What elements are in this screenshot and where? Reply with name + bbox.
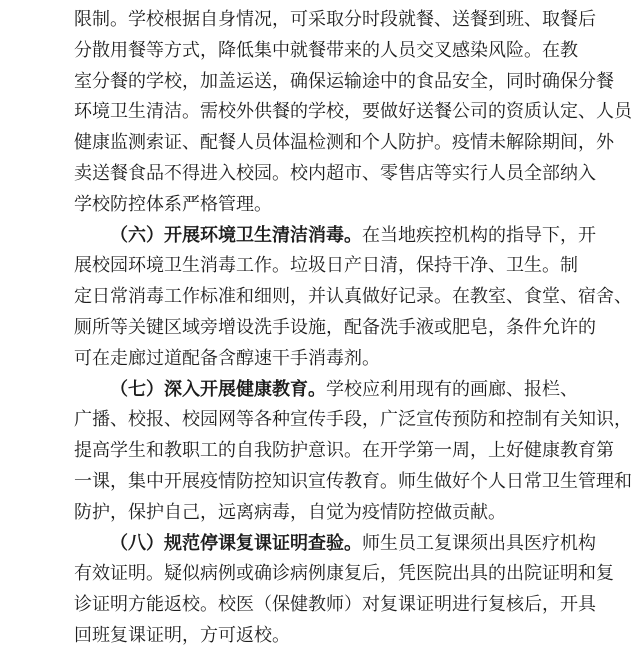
text-line [110, 374, 578, 406]
text-line [74, 343, 516, 375]
line-text: 厕所等关键区域旁增设洗手设施，配备洗手液或肥皂，条件允许的 [74, 317, 596, 338]
text-line [74, 466, 632, 498]
text-line [110, 220, 596, 252]
section-heading: （七）深入开展健康教育。 [110, 378, 326, 400]
line-text: 在当地疾控机构的指导下，开 [362, 224, 596, 246]
text-line [74, 281, 632, 313]
line-text: 防护，保护自己，远离病毒，自觉为疫情防控做贡献。 [74, 501, 506, 523]
line-text: 定日常消毒工作标准和细则，并认真做好记录。在教室、食堂、宿舍、 [74, 286, 632, 308]
text-line [74, 4, 596, 36]
text-line [74, 589, 596, 621]
line-text: 分散用餐等方式，降低集中就餐带来的人员交叉感染风险。在教 [74, 39, 578, 61]
line-text: 回班复课证明，方可返校。 [74, 625, 290, 646]
line-text: 广播、校报、校园网等各种宣传手段，广泛宣传预防和控制有关知识， [74, 409, 632, 431]
line-text: 有效证明。疑似病例或确诊病例康复后，凭医院出具的出院证明和复 [74, 563, 614, 585]
text-line [110, 528, 596, 560]
text-line [74, 620, 516, 652]
line-text: 展校园环境卫生消毒工作。垃圾日产日清，保持干净、卫生。制 [74, 255, 578, 277]
text-line [74, 189, 516, 221]
text-line [74, 66, 614, 98]
line-text: 可在走廊过道配备含醇速干手消毒剂。 [74, 347, 380, 369]
text-line [74, 312, 596, 344]
section-heading: （六）开展环境卫生清洁消毒。 [110, 224, 362, 246]
line-text: 提高学生和教职工的自我防护意识。在开学第一周，上好健康教育第 [74, 440, 614, 462]
text-line [74, 96, 632, 128]
text-line [74, 435, 614, 467]
text-line [74, 558, 614, 590]
text-line [74, 250, 578, 282]
text-line [74, 158, 596, 190]
line-text: 诊证明方能返校。校医（保健教师）对复课证明进行复核后，开具 [74, 594, 596, 616]
line-text: 室分餐的学校，加盖运送，确保运输途中的食品安全，同时确保分餐 [74, 70, 614, 92]
text-line [74, 497, 516, 529]
line-text: 师生员工复课须出具医疗机构 [362, 532, 596, 554]
line-text: 学校应利用现有的画廊、报栏、 [326, 378, 578, 400]
text-line [74, 127, 614, 159]
text-line [74, 404, 632, 436]
line-text: 学校防控体系严格管理。 [74, 193, 272, 215]
text-line [74, 35, 578, 67]
line-text: 卖送餐食品不得进入校园。校内超市、零售店等实行人员全部纳入 [74, 163, 596, 184]
line-text: 限制。学校根据自身情况，可采取分时段就餐、送餐到班、取餐后 [74, 9, 596, 30]
line-text: 健康监测索证、配餐人员体温检测和个人防护。疫情未解除期间，外 [74, 132, 614, 154]
line-text: 环境卫生清洁。需校外供餐的学校，要做好送餐公司的资质认定、人员 [74, 101, 632, 123]
line-text: 一课，集中开展疫情防控知识宣传教育。师生做好个人日常卫生管理和 [74, 471, 632, 492]
section-heading: （八）规范停课复课证明查验。 [110, 532, 362, 554]
